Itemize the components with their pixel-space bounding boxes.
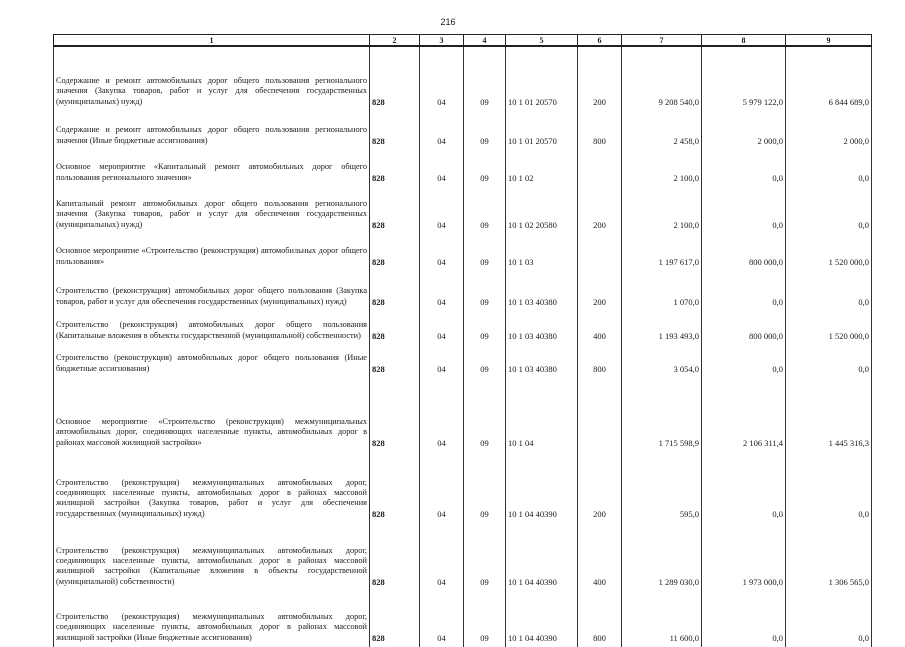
budget-table bbox=[53, 34, 872, 647]
expense-type-code: 800 bbox=[578, 111, 622, 150]
table-row bbox=[54, 111, 872, 150]
amount-year-2: 5 979 122,0 bbox=[702, 46, 786, 111]
expense-type-code: 400 bbox=[578, 523, 622, 591]
page-number: 216 bbox=[440, 17, 456, 27]
row-description: Строительство (реконструкция) межмуниципальных автомобильных дорог, соединяющих населенные пункты, автомобильных дорог в районах массовой жилищной застройки (Закупка товаров, работ и услуг для обеспечения государственных (муниципальных) нужд) bbox=[54, 452, 370, 523]
table-row bbox=[54, 46, 872, 111]
amount-year-2: 800 000,0 bbox=[702, 311, 786, 345]
amount-year-1: 11 600,0 bbox=[622, 591, 702, 647]
table-row bbox=[54, 591, 872, 647]
section-code: 04 bbox=[420, 591, 464, 647]
section-code: 04 bbox=[420, 187, 464, 234]
amount-year-2: 1 973 000,0 bbox=[702, 523, 786, 591]
amount-year-1: 1 070,0 bbox=[622, 271, 702, 311]
table-row bbox=[54, 523, 872, 591]
ministry-code: 828 bbox=[370, 111, 420, 150]
target-article-code: 10 1 03 40380 bbox=[506, 271, 578, 311]
subsection-code: 09 bbox=[464, 187, 506, 234]
amount-year-2: 0,0 bbox=[702, 345, 786, 378]
table-row bbox=[54, 311, 872, 345]
subsection-code: 09 bbox=[464, 452, 506, 523]
section-code: 04 bbox=[420, 111, 464, 150]
col-4-header: 4 bbox=[464, 35, 506, 47]
section-code: 04 bbox=[420, 271, 464, 311]
expense-type-code: 200 bbox=[578, 271, 622, 311]
amount-year-3: 0,0 bbox=[786, 271, 872, 311]
section-code: 04 bbox=[420, 311, 464, 345]
amount-year-2: 0,0 bbox=[702, 271, 786, 311]
amount-year-1: 1 715 598,9 bbox=[622, 378, 702, 452]
column-number-header-row bbox=[54, 35, 872, 47]
subsection-code: 09 bbox=[464, 46, 506, 111]
amount-year-2: 2 000,0 bbox=[702, 111, 786, 150]
amount-year-1: 2 458,0 bbox=[622, 111, 702, 150]
subsection-code: 09 bbox=[464, 311, 506, 345]
target-article-code: 10 1 03 40380 bbox=[506, 311, 578, 345]
target-article-code: 10 1 01 20570 bbox=[506, 46, 578, 111]
section-code: 04 bbox=[420, 46, 464, 111]
subsection-code: 09 bbox=[464, 234, 506, 271]
section-code: 04 bbox=[420, 345, 464, 378]
section-code: 04 bbox=[420, 234, 464, 271]
amount-year-3: 2 000,0 bbox=[786, 111, 872, 150]
expense-type-code bbox=[578, 150, 622, 187]
target-article-code: 10 1 01 20570 bbox=[506, 111, 578, 150]
ministry-code: 828 bbox=[370, 378, 420, 452]
amount-year-1: 1 197 617,0 bbox=[622, 234, 702, 271]
amount-year-1: 1 193 493,0 bbox=[622, 311, 702, 345]
ministry-code: 828 bbox=[370, 523, 420, 591]
expense-type-code: 200 bbox=[578, 452, 622, 523]
col-1-header: 1 bbox=[54, 35, 370, 47]
amount-year-3: 0,0 bbox=[786, 187, 872, 234]
amount-year-3: 0,0 bbox=[786, 150, 872, 187]
amount-year-2: 0,0 bbox=[702, 591, 786, 647]
row-description: Содержание и ремонт автомобильных дорог общего пользования регионального значения (Закупка товаров, работ и услуг для обеспечения государственных (муниципальных) нужд) bbox=[54, 46, 370, 111]
section-code: 04 bbox=[420, 378, 464, 452]
expense-type-code: 400 bbox=[578, 311, 622, 345]
section-code: 04 bbox=[420, 523, 464, 591]
row-description: Основное мероприятие «Строительство (реконструкция) автомобильных дорог общего пользования» bbox=[54, 234, 370, 271]
amount-year-3: 1 445 316,3 bbox=[786, 378, 872, 452]
table-row bbox=[54, 234, 872, 271]
amount-year-3: 1 306 565,0 bbox=[786, 523, 872, 591]
subsection-code: 09 bbox=[464, 378, 506, 452]
expense-type-code: 200 bbox=[578, 187, 622, 234]
col-9-header: 9 bbox=[786, 35, 872, 47]
target-article-code: 10 1 03 bbox=[506, 234, 578, 271]
amount-year-1: 3 054,0 bbox=[622, 345, 702, 378]
col-6-header: 6 bbox=[578, 35, 622, 47]
ministry-code: 828 bbox=[370, 187, 420, 234]
row-description: Строительство (реконструкция) автомобильных дорог общего пользования (Иные бюджетные ассигнования) bbox=[54, 345, 370, 378]
table-row bbox=[54, 187, 872, 234]
expense-type-code bbox=[578, 234, 622, 271]
amount-year-1: 9 208 540,0 bbox=[622, 46, 702, 111]
amount-year-2: 0,0 bbox=[702, 187, 786, 234]
row-description: Строительство (реконструкция) межмуниципальных автомобильных дорог, соединяющих населенные пункты, автомобильных дорог в районах массовой жилищной застройки (Капитальные вложения в объекты государственной (муниципальной) собственности) bbox=[54, 523, 370, 591]
target-article-code: 10 1 04 40390 bbox=[506, 523, 578, 591]
subsection-code: 09 bbox=[464, 111, 506, 150]
ministry-code: 828 bbox=[370, 46, 420, 111]
target-article-code: 10 1 04 40390 bbox=[506, 452, 578, 523]
expense-type-code: 800 bbox=[578, 345, 622, 378]
amount-year-1: 1 289 030,0 bbox=[622, 523, 702, 591]
amount-year-2: 0,0 bbox=[702, 452, 786, 523]
amount-year-3: 0,0 bbox=[786, 591, 872, 647]
expense-type-code bbox=[578, 378, 622, 452]
section-code: 04 bbox=[420, 452, 464, 523]
ministry-code: 828 bbox=[370, 234, 420, 271]
subsection-code: 09 bbox=[464, 345, 506, 378]
target-article-code: 10 1 04 40390 bbox=[506, 591, 578, 647]
table-row bbox=[54, 150, 872, 187]
ministry-code: 828 bbox=[370, 311, 420, 345]
amount-year-3: 1 520 000,0 bbox=[786, 234, 872, 271]
amount-year-3: 6 844 689,0 bbox=[786, 46, 872, 111]
row-description: Капитальный ремонт автомобильных дорог общего пользования регионального значения (Закупка товаров, работ и услуг для обеспечения государственных (муниципальных) нужд) bbox=[54, 187, 370, 234]
subsection-code: 09 bbox=[464, 591, 506, 647]
subsection-code: 09 bbox=[464, 150, 506, 187]
row-description: Строительство (реконструкция) автомобильных дорог общего пользования (Капитальные вложения в объекты государственной (муниципальной) собственности) bbox=[54, 311, 370, 345]
subsection-code: 09 bbox=[464, 271, 506, 311]
amount-year-2: 800 000,0 bbox=[702, 234, 786, 271]
ministry-code: 828 bbox=[370, 452, 420, 523]
target-article-code: 10 1 02 bbox=[506, 150, 578, 187]
section-code: 04 bbox=[420, 150, 464, 187]
amount-year-1: 2 100,0 bbox=[622, 187, 702, 234]
ministry-code: 828 bbox=[370, 345, 420, 378]
row-description: Строительство (реконструкция) автомобильных дорог общего пользования (Закупка товаров, работ и услуг для обеспечения государственных (муниципальных) нужд) bbox=[54, 271, 370, 311]
expense-type-code: 200 bbox=[578, 46, 622, 111]
amount-year-3: 0,0 bbox=[786, 345, 872, 378]
col-8-header: 8 bbox=[702, 35, 786, 47]
subsection-code: 09 bbox=[464, 523, 506, 591]
row-description: Основное мероприятие «Капитальный ремонт автомобильных дорог общего пользования регионального значения» bbox=[54, 150, 370, 187]
amount-year-1: 2 100,0 bbox=[622, 150, 702, 187]
amount-year-3: 1 520 000,0 bbox=[786, 311, 872, 345]
col-7-header: 7 bbox=[622, 35, 702, 47]
target-article-code: 10 1 02 20580 bbox=[506, 187, 578, 234]
amount-year-2: 2 106 311,4 bbox=[702, 378, 786, 452]
col-5-header: 5 bbox=[506, 35, 578, 47]
table-row bbox=[54, 345, 872, 378]
col-3-header: 3 bbox=[420, 35, 464, 47]
table-row bbox=[54, 378, 872, 452]
table-row bbox=[54, 452, 872, 523]
amount-year-1: 595,0 bbox=[622, 452, 702, 523]
target-article-code: 10 1 03 40380 bbox=[506, 345, 578, 378]
row-description: Строительство (реконструкция) межмуниципальных автомобильных дорог, соединяющих населенные пункты, автомобильных дорог в районах массовой жилищной застройки (Иные бюджетные ассигнования) bbox=[54, 591, 370, 647]
table-body bbox=[54, 46, 872, 647]
expense-type-code: 800 bbox=[578, 591, 622, 647]
ministry-code: 828 bbox=[370, 271, 420, 311]
ministry-code: 828 bbox=[370, 591, 420, 647]
row-description: Содержание и ремонт автомобильных дорог общего пользования регионального значения (Иные бюджетные ассигнования) bbox=[54, 111, 370, 150]
amount-year-3: 0,0 bbox=[786, 452, 872, 523]
row-description: Основное мероприятие «Строительство (реконструкция) межмуниципальных автомобильных дорог, соединяющих населенные пункты, автомобильных дорог в районах массовой жилищной застройки» bbox=[54, 378, 370, 452]
ministry-code: 828 bbox=[370, 150, 420, 187]
col-2-header: 2 bbox=[370, 35, 420, 47]
table-row bbox=[54, 271, 872, 311]
amount-year-2: 0,0 bbox=[702, 150, 786, 187]
target-article-code: 10 1 04 bbox=[506, 378, 578, 452]
